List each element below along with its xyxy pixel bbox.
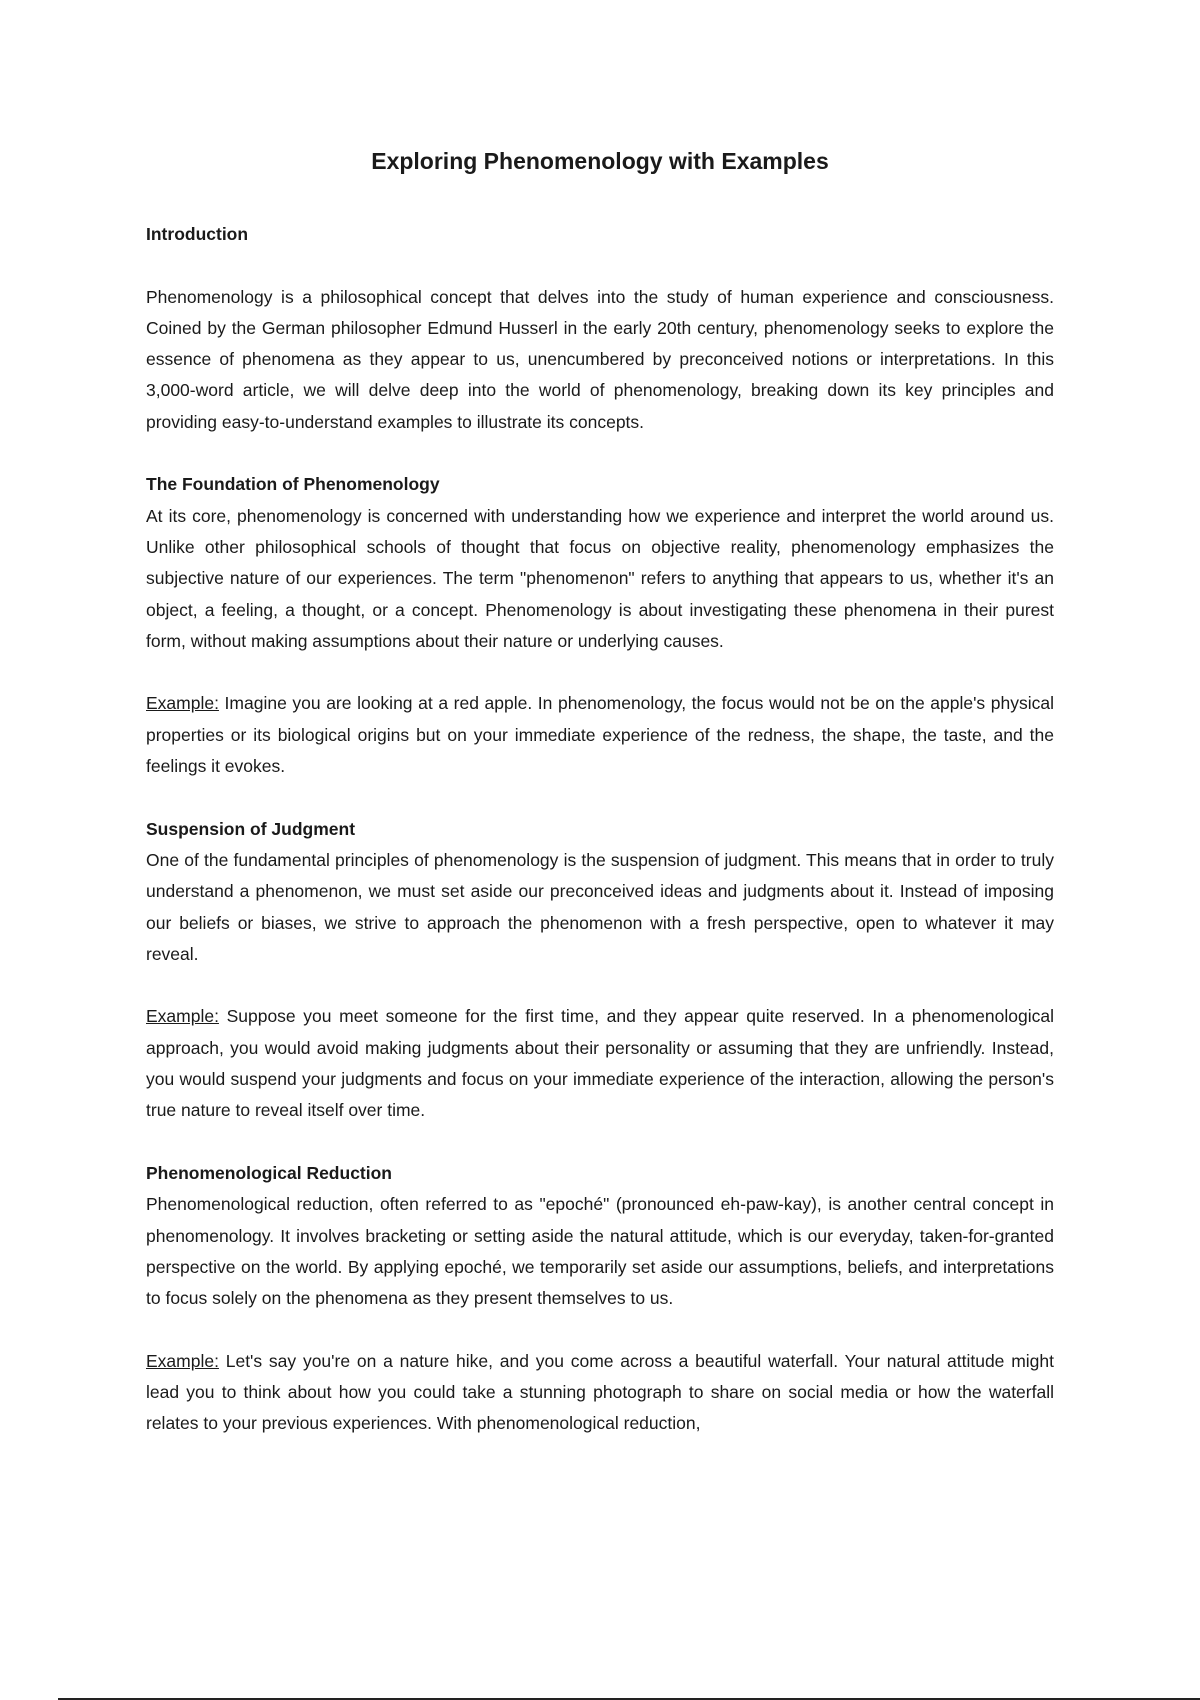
section-heading-foundation: The Foundation of Phenomenology <box>146 474 440 495</box>
document-title: Exploring Phenomenology with Examples <box>371 148 829 174</box>
spacer <box>146 782 1054 813</box>
example-label: Example: <box>146 1006 219 1027</box>
section-heading-introduction: Introduction <box>146 224 249 244</box>
paragraph-suspension: One of the fundamental principles of phenomenology is the suspension of judgment. This means that in order to truly understand a phenomenon, we must set aside our preconceived ideas and judgments about it. Instead of imposing our beliefs or biases, we strive to approach the phenomenon with a fresh perspective, open to whatever it may reveal. <box>146 849 1054 964</box>
paragraph-introduction: Phenomenology is a philosophical concept that delves into the study of human experience and consciousness. Coined by the German philosopher Edmund Husserl in the early 20th century, phenomenology seeks to explore the essence of phenomena as they appear to us, unencumbered by preconceived notions or interpretations. In this 3,000-word article, we will delve deep into the world of phenomenology, breaking down its key principles and providing easy-to-understand examples to illustrate its concepts. <box>146 286 1054 432</box>
example-suspension <box>146 1001 1054 1126</box>
example-text: Imagine you are looking at a red apple. In phenomenology, the focus would not be on the apple's physical properties or its biological origins but on your immediate experience of the redness, the shape, the taste, and the feelings it evokes. <box>146 693 1054 777</box>
example-text: Let's say you're on a nature hike, and you come across a beautiful waterfall. Your natural attitude might lead you to think about how you could take a stunning photograph to share on social media or how the waterfall relates to your previous experiences. With phenomenological reduction, <box>146 1350 1054 1434</box>
example-text: Suppose you meet someone for the first time, and they appear quite reserved. In a phenomenological approach, you would avoid making judgments about their personality or assuming that they are unfriendly. Instead, you would suspend your judgments and focus on your immediate experience of the interaction, allowing the person's true nature to reveal itself over time. <box>146 1006 1054 1121</box>
document-body <box>146 219 1054 1440</box>
paragraph-reduction: Phenomenological reduction, often referred to as "epoché" (pronounced eh-paw-kay), is another central concept in phenomenology. It involves bracketing or setting aside the natural attitude, which is our everyday, taken-for-granted perspective on the world. By applying epoché, we temporarily set aside our assumptions, beliefs, and interpretations to focus solely on the phenomena as they present themselves to us. <box>146 1194 1054 1309</box>
section-heading-suspension: Suspension of Judgment <box>146 818 356 839</box>
example-label: Example: <box>146 1350 219 1371</box>
example-reduction <box>146 1346 1054 1440</box>
spacer <box>146 250 1054 281</box>
spacer <box>146 1314 1054 1345</box>
spacer <box>146 1127 1054 1158</box>
section-heading-reduction: Phenomenological Reduction <box>146 1162 392 1183</box>
spacer <box>146 438 1054 469</box>
spacer <box>146 970 1054 1001</box>
paragraph-foundation: At its core, phenomenology is concerned with understanding how we experience and interpret the world around us. Unlike other philosophical schools of thought that focus on objective reality, phenomenology emphasizes the subjective nature of our experiences. The term "phenomenon" refers to anything that appears to us, whether it's an object, a feeling, a thought, or a concept. Phenomenology is about investigating these phenomena in their purest form, without making assumptions about their nature or underlying causes. <box>146 505 1054 651</box>
spacer <box>146 657 1054 688</box>
example-label: Example: <box>146 693 219 714</box>
example-foundation <box>146 688 1054 782</box>
